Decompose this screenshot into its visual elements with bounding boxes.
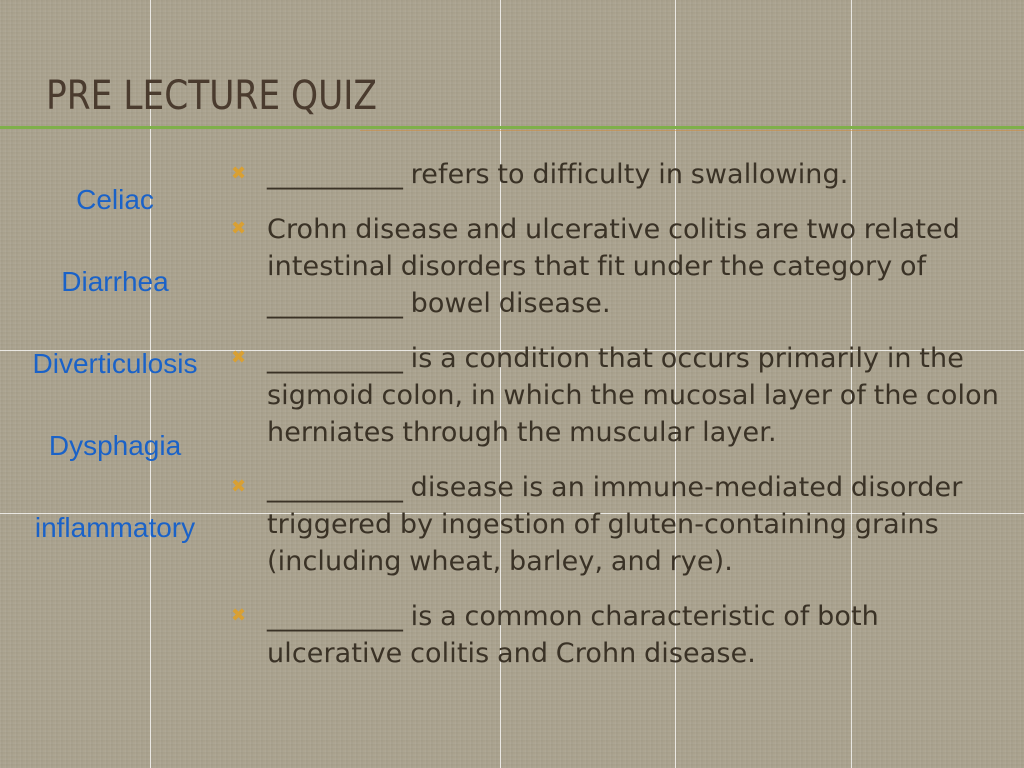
quiz-question-list (228, 156, 1000, 690)
word-bank-item: Dysphagia (48, 430, 182, 461)
quiz-question (228, 469, 1000, 580)
x-bullet-icon: ✖ (231, 605, 247, 626)
question-text: Crohn disease and ulcerative colitis are two related intestinal disorders that fit under the category of __________ bowel disease. (267, 214, 960, 319)
word-bank-item: Celiac (76, 184, 154, 215)
question-text: __________ is a condition that occurs primarily in the sigmoid colon, in which the mucosal layer of the colon herniates through the muscular layer. (267, 343, 999, 448)
question-text: __________ refers to difficulty in swallowing. (267, 159, 849, 190)
quiz-question (228, 211, 1000, 322)
quiz-question (228, 598, 1000, 672)
x-bullet-icon: ✖ (231, 218, 247, 239)
word-bank-item: inflammatory (34, 512, 196, 543)
title-divider (0, 126, 1024, 129)
word-bank-item: Diverticulosis (32, 348, 198, 379)
quiz-question (228, 340, 1000, 451)
question-text: __________ is a common characteristic of both ulcerative colitis and Crohn disease. (267, 601, 879, 669)
word-bank (0, 180, 230, 590)
question-text: __________ disease is an immune-mediated disorder triggered by ingestion of gluten-containing grains (including wheat, barley, and rye). (267, 472, 963, 577)
x-bullet-icon: ✖ (231, 347, 247, 368)
title-divider-accent (360, 130, 1024, 131)
word-bank-item: Diarrhea (61, 266, 169, 297)
x-bullet-icon: ✖ (231, 163, 247, 184)
x-bullet-icon: ✖ (231, 476, 247, 497)
quiz-question (228, 156, 1000, 193)
slide-title: PRE LECTURE QUIZ (46, 73, 377, 119)
